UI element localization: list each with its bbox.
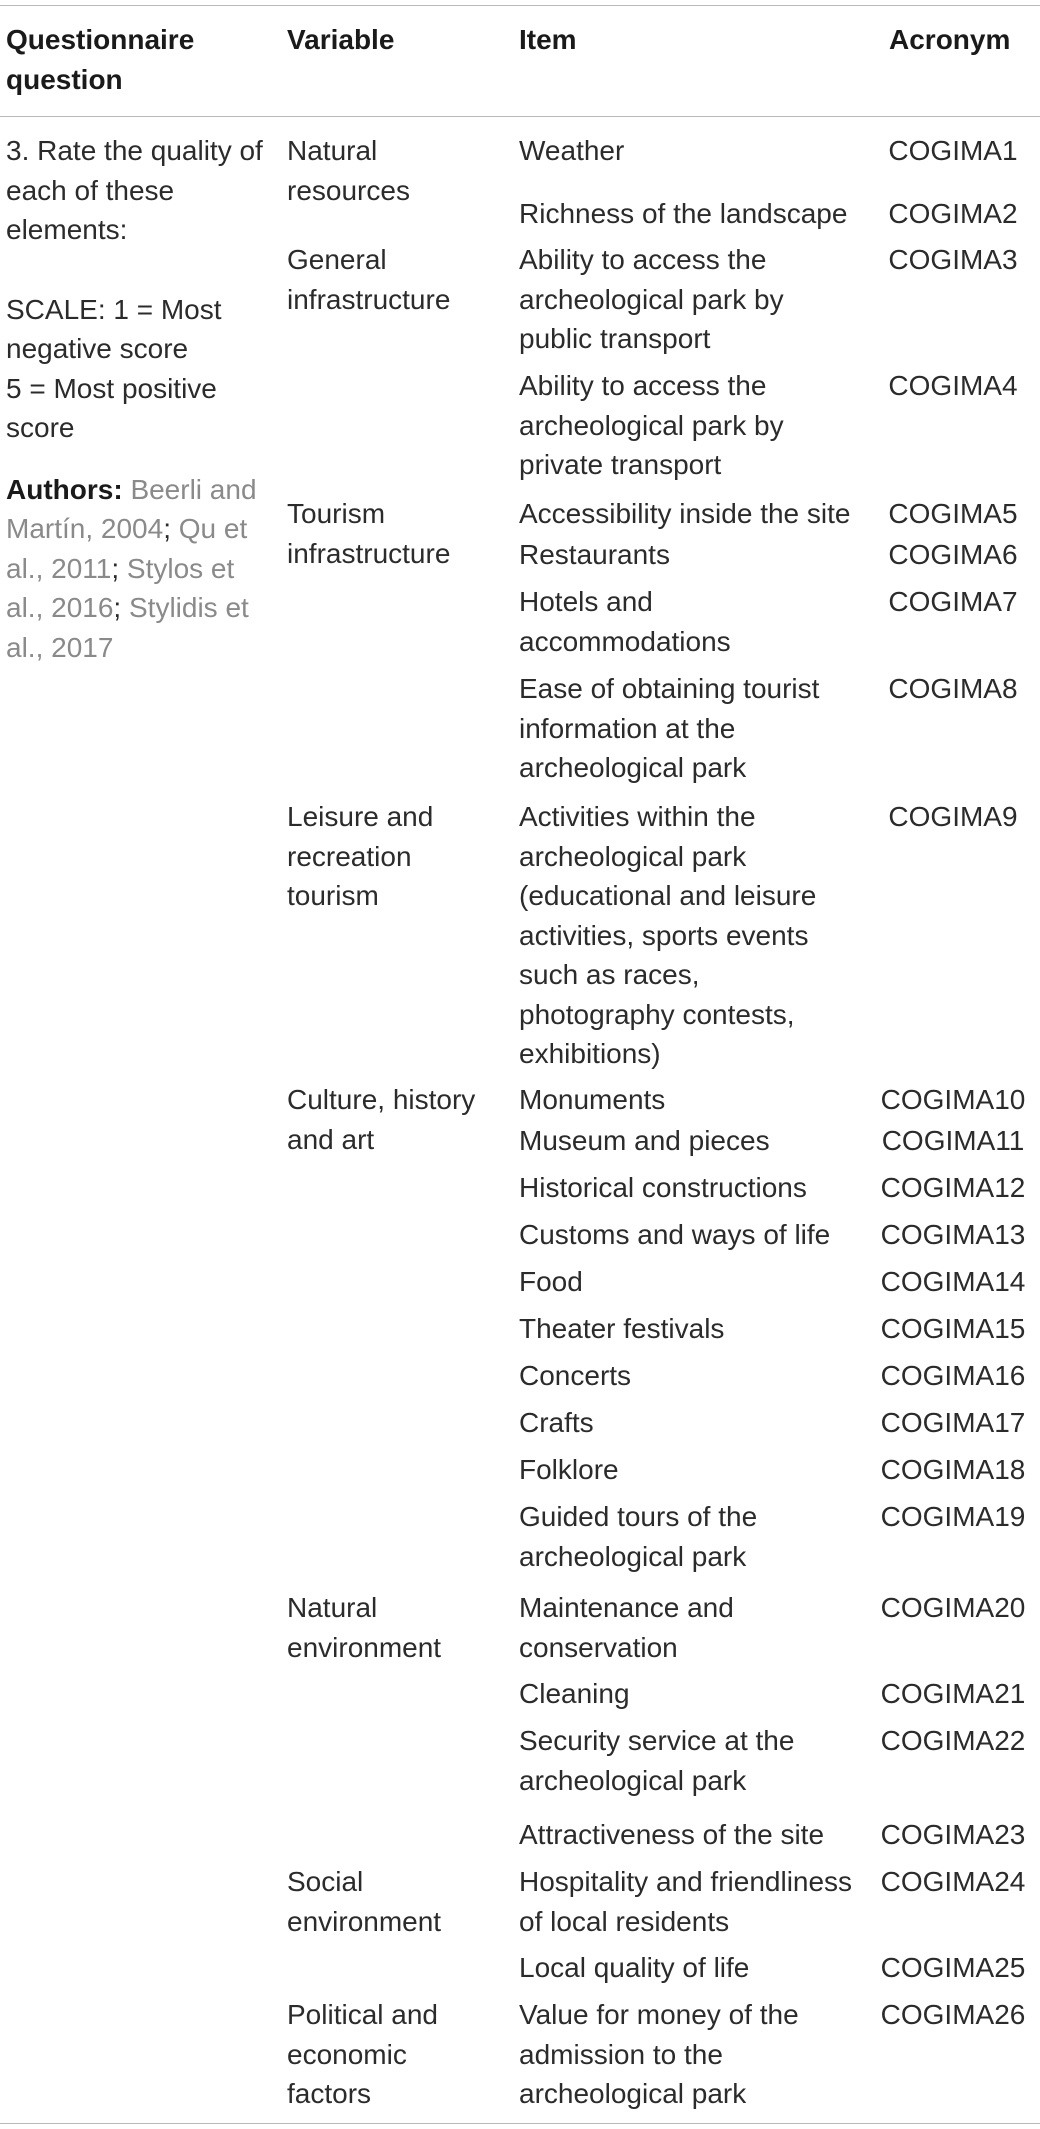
acronym-cell: COGIMA23 (880, 1819, 1026, 1850)
acronym-cell: COGIMA8 (888, 673, 1018, 704)
authors-label: Authors: (6, 473, 123, 505)
acronym-cell: COGIMA19 (880, 1501, 1026, 1532)
item-cell: Hospitality and friendliness of local residents (519, 1866, 853, 1937)
item-cell: Guided tours of the archeological park (519, 1501, 758, 1572)
item-cell: Customs and ways of life (519, 1219, 831, 1250)
acronym-cell: COGIMA6 (888, 539, 1018, 570)
header-rule (0, 116, 1040, 117)
item-cell: Folklore (519, 1454, 619, 1485)
reference-link[interactable]: Stylos et al., 2016 (6, 552, 235, 623)
acronym-cell: COGIMA13 (880, 1219, 1026, 1250)
item-cell: Ability to access the archeological park by private transport (519, 370, 784, 480)
acronym-cell: COGIMA18 (880, 1454, 1026, 1485)
acronym-cell: COGIMA20 (880, 1592, 1026, 1623)
acronym-cell: COGIMA7 (888, 586, 1018, 617)
reference-link[interactable]: Qu et al., 2011 (6, 513, 248, 584)
reference-link[interactable]: Beerli and Martín, 2004 (6, 473, 257, 544)
item-cell: Accessibility inside the site (519, 498, 851, 529)
acronym-cell: COGIMA12 (880, 1172, 1026, 1203)
item-cell: Food (519, 1266, 583, 1297)
item-cell: Concerts (519, 1360, 632, 1391)
item-cell: Maintenance and conservation (519, 1592, 734, 1663)
item-cell: Ability to access the archeological park by public transport (519, 244, 784, 354)
item-cell: Historical constructions (519, 1172, 807, 1203)
header-question: Questionnaire question (6, 24, 195, 95)
acronym-cell: COGIMA2 (888, 198, 1018, 229)
acronym-cell: COGIMA14 (880, 1266, 1026, 1297)
acronym-cell: COGIMA25 (880, 1952, 1026, 1983)
header-item: Item (519, 24, 577, 55)
item-cell: Hotels and accommodations (519, 586, 731, 657)
item-cell: Richness of the landscape (519, 198, 848, 229)
acronym-cell: COGIMA21 (880, 1678, 1026, 1709)
item-cell: Attractiveness of the site (519, 1819, 825, 1850)
variable-cell: Tourism infrastructure (287, 498, 451, 569)
acronym-cell: COGIMA5 (888, 498, 1018, 529)
acronym-cell: COGIMA15 (880, 1313, 1026, 1344)
variable-cell: Political and economic factors (287, 1999, 438, 2109)
item-cell: Activities within the archeological park (educational and leisure activities, sports events such as races, photography contests, exhibitions) (519, 801, 817, 1069)
item-cell: Local quality of life (519, 1952, 750, 1983)
acronym-cell: COGIMA3 (888, 244, 1018, 275)
acronym-cell: COGIMA16 (880, 1360, 1026, 1391)
acronym-cell: COGIMA26 (880, 1999, 1026, 2030)
top-rule (0, 5, 1040, 6)
item-cell: Restaurants (519, 539, 670, 570)
acronym-cell: COGIMA4 (888, 370, 1018, 401)
acronym-cell: COGIMA22 (880, 1725, 1026, 1756)
variable-cell: Natural environment (287, 1592, 442, 1663)
item-cell: Crafts (519, 1407, 594, 1438)
acronym-cell: COGIMA11 (881, 1125, 1025, 1156)
item-cell: Weather (519, 135, 625, 166)
variable-cell: Culture, history and art (287, 1084, 476, 1155)
question-scale-2: 5 = Most positive score (6, 372, 217, 443)
question-scale: SCALE: 1 = Most negative score (6, 293, 222, 364)
header-acronym: Acronym (889, 24, 1011, 55)
reference-link[interactable]: Stylidis et al., 2017 (6, 592, 249, 663)
item-cell: Ease of obtaining tourist information at the archeological park (519, 673, 820, 783)
item-cell: Monuments (519, 1084, 666, 1115)
item-cell: Cleaning (519, 1678, 630, 1709)
item-cell: Value for money of the admission to the archeological park (519, 1999, 799, 2109)
variable-cell: Leisure and recreation tourism (287, 801, 434, 911)
acronym-cell: COGIMA17 (880, 1407, 1026, 1438)
variable-cell: Social environment (287, 1866, 442, 1937)
item-cell: Theater festivals (519, 1313, 725, 1344)
acronym-cell: COGIMA24 (880, 1866, 1026, 1897)
variable-cell: General infrastructure (287, 244, 451, 315)
item-cell: Security service at the archeological park (519, 1725, 795, 1796)
question-cell (6, 131, 264, 667)
acronym-cell: COGIMA1 (888, 135, 1018, 166)
authors-block: Authors: Beerli and Martín, 2004; Qu et al., 2011; Stylos et al., 2016; Stylidis et al., 2017 (6, 473, 257, 663)
item-cell: Museum and pieces (519, 1125, 770, 1156)
header-variable: Variable (287, 24, 395, 55)
acronym-cell: COGIMA9 (888, 801, 1018, 832)
bottom-rule (0, 2123, 1040, 2124)
question-prompt: 3. Rate the quality of each of these elements: (6, 135, 263, 245)
variable-cell: Natural resources (287, 135, 410, 206)
acronym-cell: COGIMA10 (880, 1084, 1026, 1115)
